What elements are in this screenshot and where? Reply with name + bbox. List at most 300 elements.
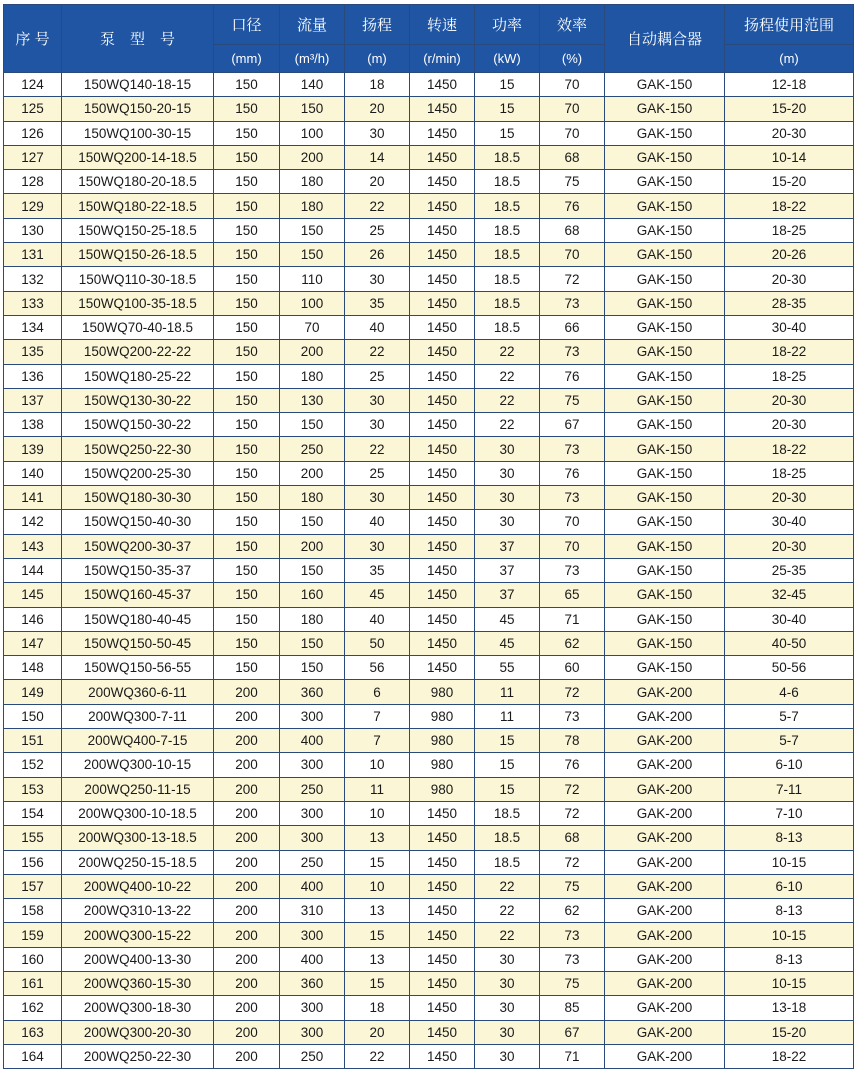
- cell-diameter: 150: [214, 583, 280, 607]
- cell-no: 137: [4, 388, 62, 412]
- cell-speed: 1450: [410, 947, 475, 971]
- cell-coupler: GAK-150: [605, 413, 725, 437]
- cell-model: 150WQ70-40-18.5: [62, 315, 214, 339]
- table-row: [4, 73, 854, 97]
- cell-flow: 150: [280, 218, 345, 242]
- cell-speed: 1450: [410, 340, 475, 364]
- cell-diameter: 150: [214, 656, 280, 680]
- cell-no: 131: [4, 243, 62, 267]
- cell-model: 150WQ180-40-45: [62, 607, 214, 631]
- cell-head: 30: [345, 388, 410, 412]
- cell-power: 15: [475, 97, 540, 121]
- cell-no: 145: [4, 583, 62, 607]
- cell-diameter: 150: [214, 340, 280, 364]
- cell-power: 18.5: [475, 267, 540, 291]
- cell-head-range: 30-40: [725, 510, 854, 534]
- cell-speed: 1450: [410, 801, 475, 825]
- cell-flow: 150: [280, 243, 345, 267]
- cell-head: 13: [345, 947, 410, 971]
- cell-speed: 1450: [410, 73, 475, 97]
- cell-head-range: 32-45: [725, 583, 854, 607]
- table-row: [4, 729, 854, 753]
- cell-diameter: 150: [214, 364, 280, 388]
- cell-efficiency: 75: [540, 874, 605, 898]
- cell-speed: 980: [410, 729, 475, 753]
- cell-no: 146: [4, 607, 62, 631]
- cell-head: 25: [345, 218, 410, 242]
- cell-speed: 1450: [410, 437, 475, 461]
- cell-model: 200WQ300-13-18.5: [62, 826, 214, 850]
- cell-head-range: 4-6: [725, 680, 854, 704]
- cell-no: 162: [4, 996, 62, 1020]
- cell-flow: 100: [280, 291, 345, 315]
- cell-head: 22: [345, 194, 410, 218]
- cell-model: 150WQ180-30-30: [62, 486, 214, 510]
- table-row: [4, 777, 854, 801]
- cell-diameter: 200: [214, 704, 280, 728]
- cell-coupler: GAK-150: [605, 315, 725, 339]
- cell-diameter: 150: [214, 194, 280, 218]
- cell-flow: 150: [280, 97, 345, 121]
- cell-no: 125: [4, 97, 62, 121]
- cell-head-range: 30-40: [725, 607, 854, 631]
- cell-speed: 1450: [410, 121, 475, 145]
- table-row: [4, 486, 854, 510]
- cell-efficiency: 70: [540, 121, 605, 145]
- cell-head-range: 7-10: [725, 801, 854, 825]
- cell-power: 18.5: [475, 801, 540, 825]
- cell-speed: 1450: [410, 291, 475, 315]
- cell-head-range: 5-7: [725, 729, 854, 753]
- cell-efficiency: 60: [540, 656, 605, 680]
- cell-efficiency: 68: [540, 218, 605, 242]
- cell-efficiency: 71: [540, 1044, 605, 1068]
- cell-efficiency: 76: [540, 194, 605, 218]
- cell-power: 18.5: [475, 291, 540, 315]
- cell-head: 22: [345, 340, 410, 364]
- cell-coupler: GAK-150: [605, 121, 725, 145]
- cell-speed: 1450: [410, 97, 475, 121]
- cell-flow: 100: [280, 121, 345, 145]
- cell-model: 150WQ130-30-22: [62, 388, 214, 412]
- table-body: [4, 73, 854, 1069]
- cell-head: 15: [345, 850, 410, 874]
- table-row: [4, 680, 854, 704]
- cell-coupler: GAK-200: [605, 947, 725, 971]
- cell-head-range: 18-25: [725, 461, 854, 485]
- cell-efficiency: 67: [540, 413, 605, 437]
- cell-no: 136: [4, 364, 62, 388]
- table-row: [4, 631, 854, 655]
- table-row: [4, 607, 854, 631]
- cell-coupler: GAK-150: [605, 656, 725, 680]
- cell-head-range: 6-10: [725, 874, 854, 898]
- cell-head-range: 20-26: [725, 243, 854, 267]
- cell-diameter: 150: [214, 534, 280, 558]
- cell-speed: 1450: [410, 267, 475, 291]
- cell-flow: 300: [280, 826, 345, 850]
- cell-head: 18: [345, 996, 410, 1020]
- cell-power: 22: [475, 388, 540, 412]
- cell-diameter: 150: [214, 243, 280, 267]
- cell-power: 15: [475, 729, 540, 753]
- cell-efficiency: 70: [540, 97, 605, 121]
- cell-head-range: 10-15: [725, 850, 854, 874]
- cell-flow: 150: [280, 413, 345, 437]
- table-row: [4, 923, 854, 947]
- cell-model: 150WQ160-45-37: [62, 583, 214, 607]
- cell-efficiency: 85: [540, 996, 605, 1020]
- cell-head: 13: [345, 826, 410, 850]
- cell-power: 30: [475, 1020, 540, 1044]
- cell-diameter: 150: [214, 486, 280, 510]
- cell-efficiency: 75: [540, 170, 605, 194]
- cell-head-range: 15-20: [725, 170, 854, 194]
- cell-no: 160: [4, 947, 62, 971]
- cell-head: 40: [345, 315, 410, 339]
- cell-diameter: 150: [214, 510, 280, 534]
- table-row: [4, 243, 854, 267]
- header-model: 泵 型 号: [62, 5, 214, 73]
- table-row: [4, 1020, 854, 1044]
- cell-head: 15: [345, 923, 410, 947]
- cell-power: 22: [475, 874, 540, 898]
- cell-head: 50: [345, 631, 410, 655]
- cell-head-range: 18-22: [725, 340, 854, 364]
- cell-head: 40: [345, 510, 410, 534]
- table-row: [4, 315, 854, 339]
- cell-flow: 200: [280, 461, 345, 485]
- cell-model: 150WQ150-35-37: [62, 558, 214, 582]
- cell-speed: 1450: [410, 510, 475, 534]
- cell-power: 15: [475, 73, 540, 97]
- cell-head: 14: [345, 145, 410, 169]
- cell-coupler: GAK-200: [605, 874, 725, 898]
- cell-speed: 1450: [410, 923, 475, 947]
- cell-no: 142: [4, 510, 62, 534]
- cell-head-range: 50-56: [725, 656, 854, 680]
- cell-diameter: 150: [214, 170, 280, 194]
- header-speed: 转速: [410, 5, 475, 45]
- pump-spec-table-container: [3, 4, 853, 1069]
- cell-coupler: GAK-200: [605, 777, 725, 801]
- cell-speed: 1450: [410, 1020, 475, 1044]
- cell-diameter: 200: [214, 680, 280, 704]
- cell-flow: 300: [280, 1020, 345, 1044]
- cell-model: 150WQ150-40-30: [62, 510, 214, 534]
- cell-speed: 1450: [410, 243, 475, 267]
- cell-head-range: 8-13: [725, 826, 854, 850]
- cell-no: 140: [4, 461, 62, 485]
- cell-coupler: GAK-150: [605, 558, 725, 582]
- cell-speed: 980: [410, 753, 475, 777]
- cell-head: 40: [345, 607, 410, 631]
- cell-diameter: 150: [214, 607, 280, 631]
- cell-no: 153: [4, 777, 62, 801]
- cell-flow: 360: [280, 680, 345, 704]
- cell-diameter: 200: [214, 777, 280, 801]
- header-no: 序 号: [4, 5, 62, 73]
- cell-coupler: GAK-150: [605, 194, 725, 218]
- cell-coupler: GAK-150: [605, 243, 725, 267]
- cell-power: 18.5: [475, 826, 540, 850]
- cell-model: 150WQ180-25-22: [62, 364, 214, 388]
- cell-head: 10: [345, 753, 410, 777]
- cell-flow: 250: [280, 850, 345, 874]
- cell-diameter: 200: [214, 850, 280, 874]
- table-row: [4, 437, 854, 461]
- cell-power: 45: [475, 607, 540, 631]
- cell-head: 18: [345, 73, 410, 97]
- cell-no: 150: [4, 704, 62, 728]
- cell-model: 200WQ250-15-18.5: [62, 850, 214, 874]
- table-row: [4, 388, 854, 412]
- cell-no: 126: [4, 121, 62, 145]
- cell-model: 150WQ110-30-18.5: [62, 267, 214, 291]
- table-row: [4, 558, 854, 582]
- cell-no: 151: [4, 729, 62, 753]
- cell-efficiency: 71: [540, 607, 605, 631]
- cell-power: 30: [475, 461, 540, 485]
- cell-coupler: GAK-150: [605, 291, 725, 315]
- cell-no: 161: [4, 971, 62, 995]
- cell-power: 30: [475, 996, 540, 1020]
- cell-power: 30: [475, 971, 540, 995]
- cell-no: 141: [4, 486, 62, 510]
- cell-no: 143: [4, 534, 62, 558]
- cell-speed: 1450: [410, 218, 475, 242]
- cell-efficiency: 75: [540, 388, 605, 412]
- cell-speed: 1450: [410, 971, 475, 995]
- cell-head: 6: [345, 680, 410, 704]
- cell-head: 30: [345, 534, 410, 558]
- table-row: [4, 947, 854, 971]
- cell-model: 150WQ200-22-22: [62, 340, 214, 364]
- cell-power: 22: [475, 340, 540, 364]
- table-row: [4, 1044, 854, 1068]
- cell-speed: 1450: [410, 194, 475, 218]
- cell-head-range: 8-13: [725, 947, 854, 971]
- cell-speed: 1450: [410, 826, 475, 850]
- cell-diameter: 150: [214, 631, 280, 655]
- cell-head: 7: [345, 729, 410, 753]
- cell-efficiency: 65: [540, 583, 605, 607]
- cell-head-range: 10-15: [725, 923, 854, 947]
- cell-head: 30: [345, 413, 410, 437]
- cell-diameter: 200: [214, 923, 280, 947]
- cell-flow: 300: [280, 801, 345, 825]
- cell-speed: 1450: [410, 996, 475, 1020]
- cell-power: 22: [475, 364, 540, 388]
- cell-diameter: 200: [214, 947, 280, 971]
- cell-power: 30: [475, 1044, 540, 1068]
- cell-model: 200WQ360-15-30: [62, 971, 214, 995]
- cell-diameter: 150: [214, 145, 280, 169]
- cell-head: 22: [345, 437, 410, 461]
- cell-model: 200WQ300-15-22: [62, 923, 214, 947]
- cell-head: 20: [345, 97, 410, 121]
- cell-coupler: GAK-150: [605, 437, 725, 461]
- cell-no: 130: [4, 218, 62, 242]
- cell-head: 20: [345, 170, 410, 194]
- cell-efficiency: 73: [540, 947, 605, 971]
- cell-model: 200WQ300-10-15: [62, 753, 214, 777]
- cell-diameter: 200: [214, 1020, 280, 1044]
- cell-diameter: 150: [214, 218, 280, 242]
- cell-speed: 1450: [410, 631, 475, 655]
- cell-diameter: 150: [214, 121, 280, 145]
- table-row: [4, 704, 854, 728]
- cell-power: 22: [475, 413, 540, 437]
- cell-coupler: GAK-200: [605, 704, 725, 728]
- cell-no: 139: [4, 437, 62, 461]
- cell-coupler: GAK-200: [605, 971, 725, 995]
- table-row: [4, 364, 854, 388]
- cell-speed: 1450: [410, 388, 475, 412]
- cell-speed: 1450: [410, 558, 475, 582]
- cell-flow: 180: [280, 170, 345, 194]
- cell-head: 15: [345, 971, 410, 995]
- cell-model: 150WQ100-30-15: [62, 121, 214, 145]
- table-row: [4, 267, 854, 291]
- cell-coupler: GAK-150: [605, 267, 725, 291]
- cell-no: 124: [4, 73, 62, 97]
- cell-efficiency: 76: [540, 753, 605, 777]
- cell-flow: 130: [280, 388, 345, 412]
- cell-no: 135: [4, 340, 62, 364]
- cell-efficiency: 75: [540, 971, 605, 995]
- table-row: [4, 340, 854, 364]
- cell-speed: 1450: [410, 899, 475, 923]
- table-header: [4, 5, 854, 73]
- cell-power: 11: [475, 704, 540, 728]
- unit-head-range: (m): [725, 45, 854, 73]
- cell-coupler: GAK-150: [605, 607, 725, 631]
- cell-no: 149: [4, 680, 62, 704]
- cell-no: 133: [4, 291, 62, 315]
- cell-model: 150WQ200-30-37: [62, 534, 214, 558]
- cell-head: 7: [345, 704, 410, 728]
- cell-speed: 980: [410, 680, 475, 704]
- table-row: [4, 170, 854, 194]
- cell-diameter: 200: [214, 729, 280, 753]
- cell-head: 22: [345, 1044, 410, 1068]
- table-row: [4, 656, 854, 680]
- cell-flow: 200: [280, 534, 345, 558]
- cell-head-range: 8-13: [725, 899, 854, 923]
- cell-no: 138: [4, 413, 62, 437]
- cell-model: 200WQ310-13-22: [62, 899, 214, 923]
- cell-no: 156: [4, 850, 62, 874]
- table-row: [4, 534, 854, 558]
- cell-head: 35: [345, 291, 410, 315]
- cell-model: 200WQ400-7-15: [62, 729, 214, 753]
- cell-coupler: GAK-150: [605, 583, 725, 607]
- cell-head: 35: [345, 558, 410, 582]
- cell-model: 200WQ360-6-11: [62, 680, 214, 704]
- cell-no: 148: [4, 656, 62, 680]
- cell-flow: 180: [280, 364, 345, 388]
- cell-power: 15: [475, 121, 540, 145]
- cell-head-range: 12-18: [725, 73, 854, 97]
- cell-power: 30: [475, 947, 540, 971]
- cell-efficiency: 62: [540, 631, 605, 655]
- table-row: [4, 996, 854, 1020]
- cell-head: 20: [345, 1020, 410, 1044]
- cell-power: 18.5: [475, 850, 540, 874]
- cell-efficiency: 73: [540, 340, 605, 364]
- cell-head: 45: [345, 583, 410, 607]
- cell-coupler: GAK-150: [605, 388, 725, 412]
- header-flow: 流量: [280, 5, 345, 45]
- cell-speed: 1450: [410, 486, 475, 510]
- cell-diameter: 150: [214, 315, 280, 339]
- cell-model: 150WQ200-14-18.5: [62, 145, 214, 169]
- cell-model: 200WQ400-13-30: [62, 947, 214, 971]
- cell-model: 200WQ300-10-18.5: [62, 801, 214, 825]
- cell-diameter: 200: [214, 874, 280, 898]
- cell-model: 150WQ200-25-30: [62, 461, 214, 485]
- cell-head: 25: [345, 364, 410, 388]
- cell-diameter: 150: [214, 558, 280, 582]
- cell-diameter: 150: [214, 73, 280, 97]
- cell-head-range: 13-18: [725, 996, 854, 1020]
- cell-model: 150WQ150-30-22: [62, 413, 214, 437]
- cell-model: 150WQ150-56-55: [62, 656, 214, 680]
- cell-power: 18.5: [475, 243, 540, 267]
- cell-flow: 360: [280, 971, 345, 995]
- cell-head: 10: [345, 874, 410, 898]
- cell-diameter: 200: [214, 899, 280, 923]
- cell-power: 37: [475, 583, 540, 607]
- cell-head: 25: [345, 461, 410, 485]
- cell-efficiency: 72: [540, 850, 605, 874]
- table-row: [4, 826, 854, 850]
- pump-spec-table: [3, 4, 854, 1069]
- cell-head-range: 5-7: [725, 704, 854, 728]
- cell-coupler: GAK-200: [605, 1044, 725, 1068]
- cell-no: 144: [4, 558, 62, 582]
- cell-head-range: 18-25: [725, 364, 854, 388]
- cell-model: 150WQ250-22-30: [62, 437, 214, 461]
- cell-efficiency: 73: [540, 437, 605, 461]
- unit-power: (kW): [475, 45, 540, 73]
- cell-flow: 300: [280, 753, 345, 777]
- cell-head-range: 15-20: [725, 97, 854, 121]
- cell-flow: 200: [280, 340, 345, 364]
- cell-power: 18.5: [475, 145, 540, 169]
- table-row: [4, 97, 854, 121]
- cell-speed: 1450: [410, 607, 475, 631]
- cell-coupler: GAK-200: [605, 729, 725, 753]
- cell-flow: 150: [280, 656, 345, 680]
- cell-flow: 70: [280, 315, 345, 339]
- cell-power: 18.5: [475, 218, 540, 242]
- cell-efficiency: 68: [540, 826, 605, 850]
- cell-efficiency: 72: [540, 777, 605, 801]
- cell-head: 13: [345, 899, 410, 923]
- table-row: [4, 874, 854, 898]
- cell-head-range: 18-22: [725, 437, 854, 461]
- cell-efficiency: 70: [540, 73, 605, 97]
- cell-power: 18.5: [475, 194, 540, 218]
- table-row: [4, 850, 854, 874]
- cell-diameter: 200: [214, 1044, 280, 1068]
- cell-efficiency: 73: [540, 923, 605, 947]
- table-row: [4, 583, 854, 607]
- cell-speed: 980: [410, 777, 475, 801]
- cell-model: 200WQ400-10-22: [62, 874, 214, 898]
